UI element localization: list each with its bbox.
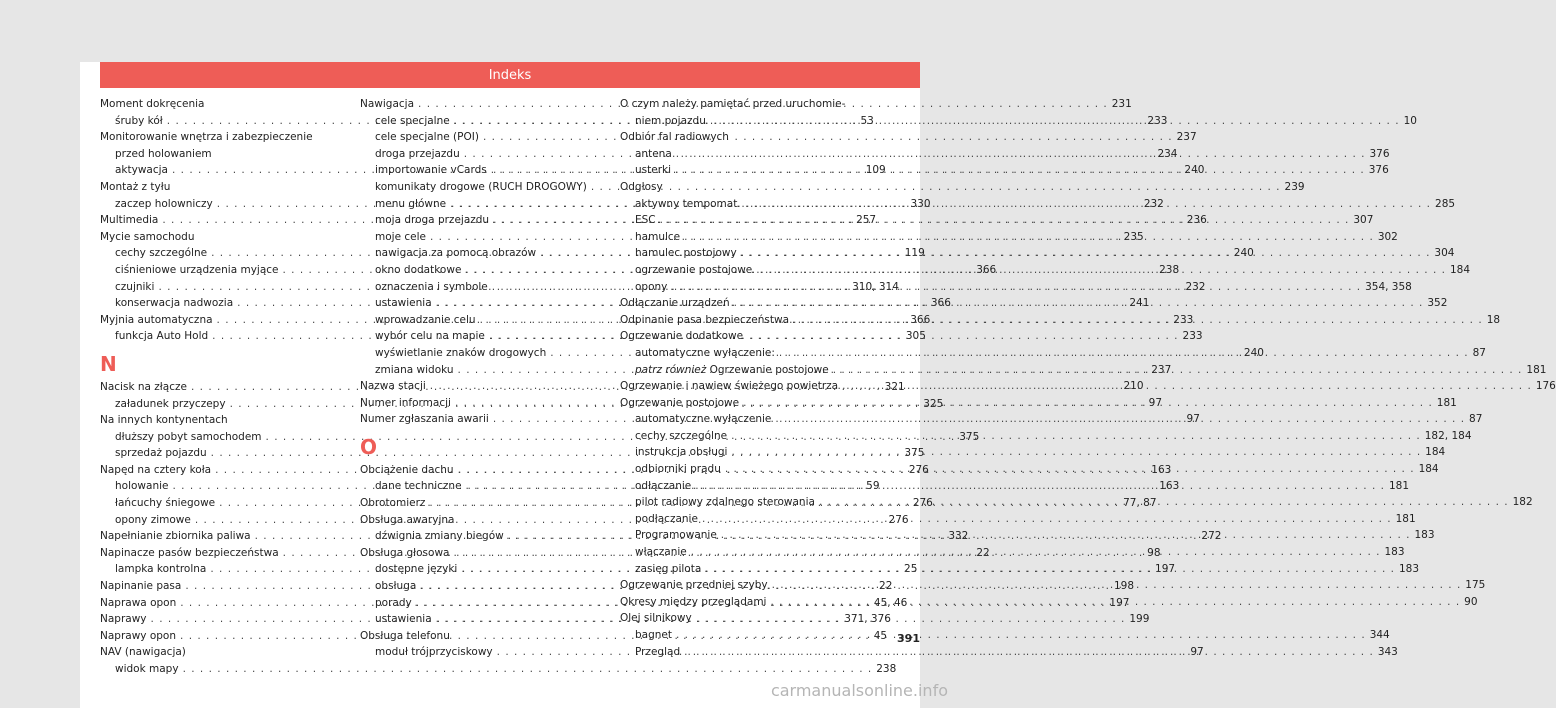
entry-label: Obrotomierz <box>360 497 426 510</box>
leader-dots <box>675 162 1365 179</box>
entry-page-ref: 119 <box>904 247 925 260</box>
entry-label: Obsługa głosowa <box>360 546 450 559</box>
entry-page-ref: 198 <box>1114 580 1135 593</box>
entry-label: zmiana widoku <box>375 363 454 376</box>
leader-dots <box>695 478 1385 495</box>
entry-label: dostępne języki <box>375 563 458 576</box>
entry-label: czujniki <box>115 280 155 293</box>
entry-label: Ogrzewanie dodatkowe <box>620 330 744 343</box>
entry-page-ref: 163 <box>1159 480 1180 493</box>
entry-label: Mycie samochodu <box>100 230 195 243</box>
entry-label: włączanie <box>635 546 687 559</box>
entry-page-ref: 176 <box>1535 380 1556 393</box>
entry-page-ref: 53 <box>860 114 874 127</box>
entry-page-ref: 181 <box>1395 512 1416 525</box>
entry-label: Odłączanie urządzeń <box>620 297 730 310</box>
entry-label: Monitorowanie wnętrza i zabezpieczenie <box>100 131 313 144</box>
index-entry <box>620 610 860 627</box>
entry-page-ref: 343 <box>1377 645 1398 658</box>
entry-label: hamulce <box>635 230 681 243</box>
entry-label-italic: patrz również <box>635 363 707 376</box>
entry-label: importowanie vCards <box>375 164 487 177</box>
entry-page-ref: 90 <box>1464 595 1478 608</box>
index-entry <box>360 512 600 529</box>
entry-page-ref: 235 <box>1123 230 1144 243</box>
entry-label: dźwignia zmiany biegów <box>375 530 504 543</box>
entry-label: Numer informacji <box>360 396 451 409</box>
entry-page-ref: 181 <box>1436 396 1457 409</box>
leader-dots <box>721 527 1411 544</box>
entry-page-ref: 375 <box>959 430 980 443</box>
entry-page-ref: 257 <box>856 214 877 227</box>
entry-page-ref: 109 <box>865 164 886 177</box>
entry-page-ref: 240 <box>1233 247 1254 260</box>
index-entry <box>620 179 860 196</box>
entry-page-ref: 240 <box>1184 164 1205 177</box>
index-header <box>100 62 920 88</box>
entry-page-ref: 22 <box>976 546 990 559</box>
entry-label: Ogrzewanie i nawiew świeżego powietrza <box>620 380 839 393</box>
entry-page-ref: 354, 358 <box>1365 280 1412 293</box>
entry-label: moja droga przejazdu <box>375 214 490 227</box>
entry-label: Numer zgłaszania awarii <box>360 413 489 426</box>
entry-page-ref: 231 <box>1111 98 1132 110</box>
index-entry <box>100 644 340 661</box>
leader-dots <box>183 661 873 678</box>
entry-label: Odbiór fal radiowych <box>620 131 729 144</box>
leader-dots <box>741 245 1431 262</box>
entry-label: Ogrzewanie postojowe <box>620 396 740 409</box>
watermark: carmanualsonline.info <box>770 681 948 700</box>
entry-label: opony <box>635 280 668 293</box>
entry-label: nawigacja za pomocą obrazów <box>375 247 537 260</box>
index-entry <box>100 129 340 146</box>
entry-page-ref: 238 <box>876 663 897 675</box>
leader-dots <box>702 511 1392 528</box>
index-entry <box>100 412 340 429</box>
index-entry <box>620 328 860 345</box>
entry-label: Na innych kontynentach <box>100 414 228 427</box>
entry-label: cele specjalne <box>375 114 450 127</box>
entry-label: ustawienia <box>375 613 432 626</box>
entry-page-ref: 183 <box>1414 529 1435 542</box>
leader-dots <box>705 561 1395 578</box>
entry-label: Naprawy <box>100 613 147 626</box>
index-entry <box>620 96 860 113</box>
entry-label: Odgłosy <box>620 180 663 193</box>
entry-page-ref: 310, 314 <box>852 280 899 293</box>
entry-label: Nazwa stacji <box>360 380 426 393</box>
entry-label: śruby kół <box>115 114 163 127</box>
entry-label: przed holowaniem <box>115 147 212 160</box>
entry-page-ref: 237 <box>1176 131 1197 144</box>
entry-page-ref: 197 <box>1155 563 1176 576</box>
entry-page-ref: 18 <box>1486 313 1501 326</box>
entry-label: zaczep holowniczy <box>115 197 213 210</box>
entry-page-ref: 184 <box>1425 446 1446 459</box>
entry-label: Nacisk na złącze <box>100 380 187 393</box>
entry-label: automatyczne wyłączenie: <box>635 346 775 359</box>
entry-label: opony zimowe <box>115 513 191 526</box>
leader-dots <box>775 411 1465 428</box>
entry-page-ref: 181 <box>1388 479 1409 492</box>
index-entry <box>100 96 340 113</box>
entry-page-ref: 184 <box>1418 463 1439 476</box>
entry-label: Obsługa telefonu <box>360 629 450 642</box>
entry-label: Napinanie pasa <box>100 580 182 593</box>
entry-label: cechy szczególne <box>115 247 208 260</box>
entry-label: obsługa <box>375 580 417 593</box>
entry-page-ref: 344 <box>1369 629 1390 641</box>
leader-dots <box>833 362 1523 379</box>
entry-label: ustawienia <box>375 297 432 310</box>
entry-label: ciśnieniowe urządzenia myjące <box>115 263 279 276</box>
entry-page-ref: 272 <box>1201 530 1222 543</box>
entry-page-ref: 232 <box>1143 197 1164 210</box>
entry-page-ref: 233 <box>1147 114 1168 127</box>
page-number: 391 <box>897 632 920 645</box>
entry-label: dane techniczne <box>375 480 462 493</box>
entry-page-ref: 240 <box>1243 346 1264 359</box>
entry-page-ref: 352 <box>1427 297 1448 310</box>
entry-label: Naprawa opon <box>100 596 177 609</box>
leader-dots <box>710 113 1400 130</box>
leader-dots <box>793 312 1483 329</box>
entry-page-ref: 98 <box>1147 546 1161 559</box>
entry-page-ref: 197 <box>1109 596 1130 609</box>
leader-dots <box>756 262 1446 279</box>
entry-label: sprzedaż pojazdu <box>115 447 207 460</box>
entry-label: widok mapy <box>115 663 179 675</box>
leader-dots <box>741 196 1431 213</box>
entry-label: Olej silnikowy <box>620 612 692 625</box>
entry-label: Programowanie <box>635 529 717 542</box>
entry-page-ref: 276 <box>912 497 933 510</box>
section-letter: N <box>100 351 117 376</box>
entry-label: droga przejazdu <box>375 147 460 160</box>
entry-page-ref: 232 <box>1185 280 1206 293</box>
leader-dots <box>772 577 1462 594</box>
entry-label: Obsługa awaryjna <box>360 513 455 526</box>
leader-dots <box>684 229 1374 246</box>
entry-label: usterki <box>635 164 672 177</box>
entry-label: Ogrzewanie przedniej szyby <box>620 579 768 592</box>
leader-dots <box>734 295 1424 312</box>
entry-page-ref: 233 <box>1173 313 1194 326</box>
index-subentry <box>100 661 897 678</box>
entry-label: zasięg pilota <box>635 562 702 575</box>
entry-page-ref: 175 <box>1465 579 1486 592</box>
entry-label: automatyczne wyłączenie <box>635 413 772 426</box>
entry-label: wyświetlanie znaków drogowych <box>375 346 547 359</box>
leader-dots <box>743 395 1433 412</box>
entry-label: odbiorniki prądu <box>635 463 721 476</box>
entry-page-ref: 371, 376 <box>844 613 891 626</box>
entry-page-ref: 59 <box>866 480 880 493</box>
entry-page-ref: 304 <box>1434 247 1455 260</box>
index-entry <box>620 129 860 146</box>
leader-dots <box>842 378 1532 395</box>
entry-label: hamulec postojowy <box>635 247 737 260</box>
entry-label: instrukcja obsługi <box>635 446 728 459</box>
entry-label: moje cele <box>375 230 426 243</box>
section-letter: O <box>360 434 378 459</box>
entry-label: Napełnianie zbiornika paliwa <box>100 530 251 543</box>
entry-page-ref: 182 <box>1512 496 1533 509</box>
entry-label: dłuższy pobyt samochodem <box>115 430 262 443</box>
entry-label: komunikaty drogowe (RUCH DROGOWY) <box>375 180 587 193</box>
entry-page-ref: 210 <box>1123 380 1144 393</box>
entry-page-ref: 239 <box>1284 180 1305 193</box>
entry-page-ref: 184 <box>1449 263 1470 276</box>
entry-label: porady <box>375 596 412 609</box>
entry-page-ref: 307 <box>1353 214 1374 227</box>
entry-label: wprowadzanie celu <box>375 313 476 326</box>
entry-page-ref: 182, 184 <box>1424 429 1472 442</box>
entry-label: Napęd na cztery koła <box>100 463 212 476</box>
entry-page-ref: 302 <box>1377 230 1398 243</box>
entry-page-ref: 276 <box>908 463 929 476</box>
entry-page-ref: 305 <box>905 330 926 343</box>
leader-dots <box>676 146 1366 163</box>
entry-page-ref: 241 <box>1129 297 1150 310</box>
entry-label: aktywny tempomat <box>635 197 738 210</box>
entry-label: oznaczenia i symbole <box>375 280 488 293</box>
entry-label: Przegląd <box>635 645 681 658</box>
entry-label: funkcja Auto Hold <box>115 330 209 343</box>
leader-dots <box>671 279 1361 296</box>
entry-page-ref: 375 <box>904 447 925 460</box>
entry-label: Napinacze pasów bezpieczeństwa <box>100 546 279 559</box>
entry-page-ref: 234 <box>1157 147 1178 160</box>
entry-page-ref: 285 <box>1435 197 1456 210</box>
entry-label <box>635 362 829 379</box>
entry-label-text: Ogrzewanie postojowe <box>706 363 829 376</box>
entry-label: załadunek przyczepy <box>115 397 226 410</box>
leader-dots <box>684 644 1374 661</box>
entry-page-ref: 77, 87 <box>1123 497 1157 510</box>
leader-dots <box>660 212 1350 229</box>
entry-label: Myjnia automatyczna <box>100 313 213 326</box>
entry-page-ref: 325 <box>923 397 944 410</box>
entry-label: odłączanie <box>635 479 692 492</box>
entry-page-ref: 183 <box>1384 546 1405 559</box>
entry-label: ESC <box>635 214 656 227</box>
entry-label: moduł trójprzyciskowy <box>375 646 493 659</box>
entry-label: łańcuchy śniegowe <box>115 497 216 510</box>
entry-label: lampka kontrolna <box>115 563 207 576</box>
entry-page-ref: 163 <box>1151 463 1172 476</box>
entry-label: holowanie <box>115 480 169 493</box>
entry-page-ref: 332 <box>948 530 969 543</box>
entry-page-ref: 22 <box>879 580 893 593</box>
entry-page-ref: 97 <box>1148 396 1163 409</box>
entry-page-ref: 366 <box>930 297 951 310</box>
entry-page-ref: 183 <box>1398 562 1420 575</box>
entry-label: niem pojazdu <box>635 114 706 127</box>
index-subentry <box>100 146 340 163</box>
page-title: Indeks <box>488 67 532 83</box>
entry-label: wybór celu na mapie <box>375 330 485 343</box>
entry-page-ref: 366 <box>976 263 997 276</box>
index-entry <box>100 229 340 246</box>
entry-label: Odpinanie pasa bezpieczeństwa <box>620 313 789 326</box>
entry-page-ref: 238 <box>1159 263 1180 276</box>
leader-dots <box>731 444 1421 461</box>
entry-page-ref: 181 <box>1526 363 1547 376</box>
entry-page-ref: 237 <box>1151 363 1172 376</box>
entry-label: aktywacja <box>115 164 168 177</box>
entry-label: NAV (nawigacja) <box>100 646 186 659</box>
entry-page-ref: 330 <box>910 197 931 210</box>
leader-dots <box>691 544 1381 561</box>
entry-label: Obciążenie dachu <box>360 463 454 476</box>
index-entry <box>360 628 600 645</box>
entry-page-ref: 236 <box>1186 214 1207 227</box>
entry-page-ref: 97 <box>1186 413 1200 426</box>
entry-label: antena <box>635 147 672 160</box>
entry-page-ref: 25 <box>904 563 918 576</box>
entry-label: ogrzewanie postojowe <box>635 263 753 276</box>
leader-dots <box>676 627 1366 644</box>
entry-page-ref: 97 <box>1190 646 1204 659</box>
entry-page-ref: 45, 46 <box>873 596 908 609</box>
entry-page-ref: 233 <box>1182 330 1203 343</box>
entry-label: okno dodatkowe <box>375 263 462 276</box>
entry-label: Okresy między przeglądami <box>620 595 767 608</box>
leader-dots <box>725 461 1415 478</box>
entry-label: Multimedia <box>100 214 159 227</box>
entry-page-ref: 45 <box>873 629 888 642</box>
entry-page-ref: 276 <box>888 513 909 526</box>
entry-label: Nawigacja <box>360 98 415 110</box>
leader-dots <box>731 428 1421 445</box>
leader-dots <box>819 494 1509 511</box>
entry-label: podłączanie <box>635 512 698 525</box>
entry-label: cele specjalne (POI) <box>375 131 479 144</box>
entry-label: konserwacja nadwozia <box>115 297 234 310</box>
entry-label: Montaż z tyłu <box>100 180 171 193</box>
entry-page-ref: 376 <box>1369 147 1390 160</box>
entry-label: menu główne <box>375 197 447 210</box>
entry-label: O czym należy pamiętać przed uruchomie- <box>620 98 846 110</box>
entry-page-ref: 87 <box>1472 346 1486 359</box>
entry-label: Moment dokręcenia <box>100 98 205 110</box>
leader-dots <box>779 345 1469 362</box>
entry-label: cechy szczególne <box>635 429 728 442</box>
leader-dots <box>770 594 1460 611</box>
entry-page-ref: 10 <box>1403 114 1417 127</box>
entry-page-ref: 321 <box>884 380 905 393</box>
entry-page-ref: 87 <box>1469 413 1483 426</box>
entry-page-ref: 199 <box>1129 613 1150 626</box>
index-entry <box>100 179 340 196</box>
entry-page-ref: 366 <box>910 313 931 326</box>
entry-label: Naprawy opon <box>100 629 177 642</box>
entry-page-ref: 376 <box>1368 164 1389 177</box>
entry-label: bagnet <box>635 629 672 641</box>
entry-label: pilot radiowy zdalnego sterowania <box>635 496 815 509</box>
